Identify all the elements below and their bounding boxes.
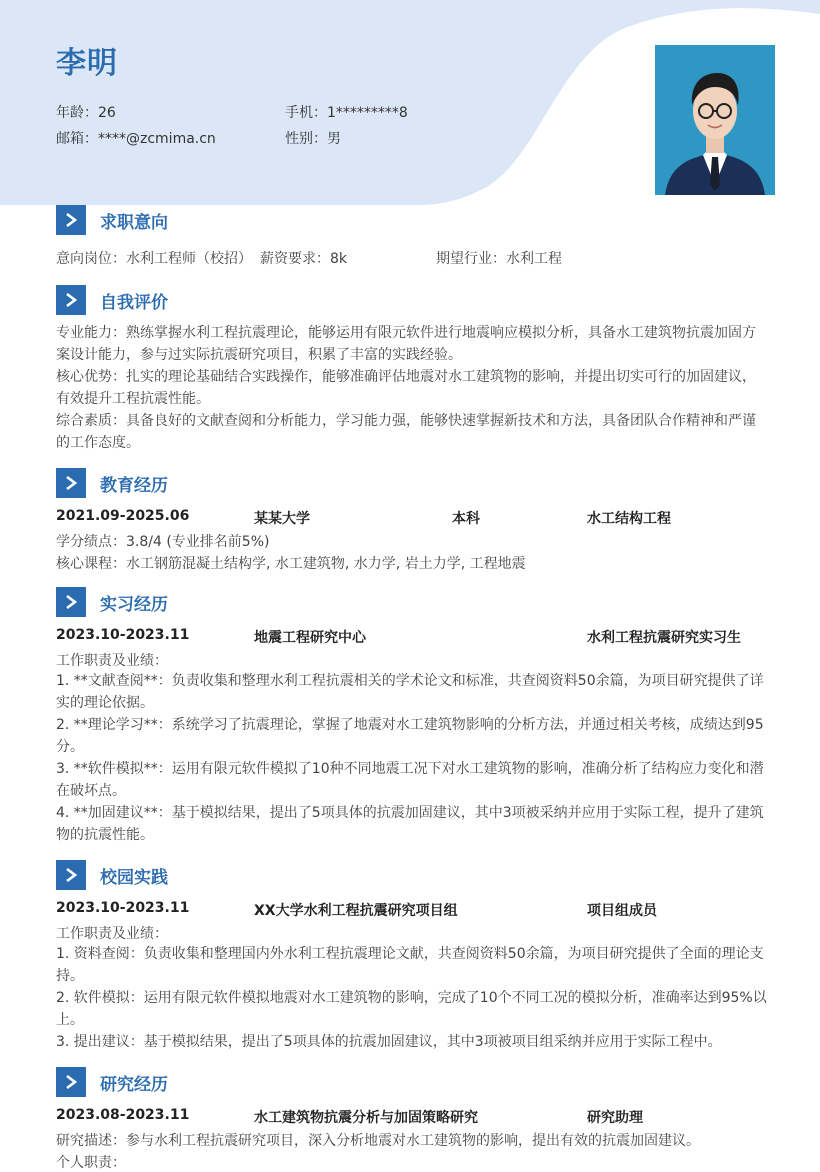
campus-role: 项目组成员 xyxy=(587,903,657,919)
section-internship xyxy=(56,587,168,617)
email-field: 邮箱：****@zcmima.cn xyxy=(56,131,216,147)
section-title: 研究经历 xyxy=(100,1074,168,1095)
internship-item: 4. **加固建议**：基于模拟结果，提出了5项具体的抗震加固建议，其中3项被采纳并应用于实际工程，提升了建筑物的抗震性能。 xyxy=(56,805,764,843)
self-eval-ability: 专业能力：熟练掌握水利工程抗震理论，能够运用有限元软件进行地震响应模拟分析，具备水工建筑物抗震加固方案设计能力，参与过实际抗震研究项目，积累了丰富的实践经验。 xyxy=(56,325,756,363)
campus-item: 3. 提出建议：基于模拟结果，提出了5项具体的抗震加固建议，其中3项被项目组采纳并应用于实际工程中。 xyxy=(56,1034,722,1050)
internship-item: 1. **文献查阅**：负责收集和整理水利工程抗震相关的学术论文和标准，共查阅资料50余篇，为项目研究提供了详实的理论依据。 xyxy=(56,673,764,711)
internship-item: 3. **软件模拟**：运用有限元软件模拟了10种不同地震工况下对水工建筑物的影响，准确分析了结构应力变化和潜在破坏点。 xyxy=(56,761,764,799)
chevron-right-icon xyxy=(56,205,86,235)
section-title: 校园实践 xyxy=(100,867,168,888)
campus-intro: 工作职责及业绩： xyxy=(56,926,168,942)
age-field: 年龄：26 xyxy=(56,105,116,121)
education-courses: 核心课程：水工钢筋混凝土结构学, 水工建筑物, 水力学, 岩土力学, 工程地震 xyxy=(56,556,526,572)
section-education xyxy=(56,468,168,498)
intent-salary: 薪资要求：8k xyxy=(260,251,348,267)
section-title: 教育经历 xyxy=(100,475,168,496)
research-duty-label: 个人职责： xyxy=(56,1155,126,1171)
gender-field: 性别：男 xyxy=(285,131,341,147)
chevron-right-icon xyxy=(56,587,86,617)
profile-photo xyxy=(655,45,775,195)
chevron-right-icon xyxy=(56,468,86,498)
section-self-evaluation xyxy=(56,285,168,315)
research-description: 研究描述：参与水利工程抗震研究项目，深入分析地震对水工建筑物的影响，提出有效的抗震加固建议。 xyxy=(56,1133,700,1149)
education-gpa: 学分绩点：3.8/4 (专业排名前5%) xyxy=(56,534,270,550)
campus-item: 2. 软件模拟：运用有限元软件模拟地震对水工建筑物的影响，完成了10个不同工况的模拟分析，准确率达到95%以上。 xyxy=(56,990,767,1028)
section-title: 求职意向 xyxy=(100,212,168,233)
chevron-right-icon xyxy=(56,285,86,315)
self-eval-quality: 综合素质：具备良好的文献查阅和分析能力，学习能力强，能够快速掌握新技术和方法，具备团队合作精神和严谨的工作态度。 xyxy=(56,413,756,451)
campus-org: XX大学水利工程抗震研究项目组 xyxy=(254,903,458,919)
section-title: 实习经历 xyxy=(100,594,168,615)
section-title: 自我评价 xyxy=(100,292,168,313)
education-period: 2021.09-2025.06 xyxy=(56,508,190,524)
chevron-right-icon xyxy=(56,860,86,890)
education-degree: 本科 xyxy=(452,511,480,527)
campus-period: 2023.10-2023.11 xyxy=(56,900,190,916)
education-school: 某某大学 xyxy=(254,511,310,527)
phone-field: 手机：1*********8 xyxy=(285,105,408,121)
research-period: 2023.08-2023.11 xyxy=(56,1107,190,1123)
candidate-name: 李明 xyxy=(56,46,118,81)
internship-org: 地震工程研究中心 xyxy=(254,630,366,646)
self-eval-advantage: 核心优势：扎实的理论基础结合实践操作，能够准确评估地震对水工建筑物的影响，并提出切实可行的加固建议，有效提升工程抗震性能。 xyxy=(56,369,756,407)
section-job-intent xyxy=(56,205,168,235)
section-campus xyxy=(56,860,168,890)
education-major: 水工结构工程 xyxy=(587,511,671,527)
internship-role: 水利工程抗震研究实习生 xyxy=(587,630,741,646)
internship-intro: 工作职责及业绩： xyxy=(56,653,168,669)
internship-item: 2. **理论学习**：系统学习了抗震理论，掌握了地震对水工建筑物影响的分析方法，并通过相关考核，成绩达到95分。 xyxy=(56,717,764,755)
chevron-right-icon xyxy=(56,1067,86,1097)
research-role: 研究助理 xyxy=(587,1110,643,1126)
research-project: 水工建筑物抗震分析与加固策略研究 xyxy=(254,1110,478,1126)
intent-position: 意向岗位：水利工程师（校招） xyxy=(56,251,252,267)
campus-item: 1. 资料查阅：负责收集和整理国内外水利工程抗震理论文献，共查阅资料50余篇，为项目研究提供了全面的理论支持。 xyxy=(56,946,764,984)
internship-period: 2023.10-2023.11 xyxy=(56,627,190,643)
section-research xyxy=(56,1067,168,1097)
intent-industry: 期望行业：水利工程 xyxy=(436,251,562,267)
